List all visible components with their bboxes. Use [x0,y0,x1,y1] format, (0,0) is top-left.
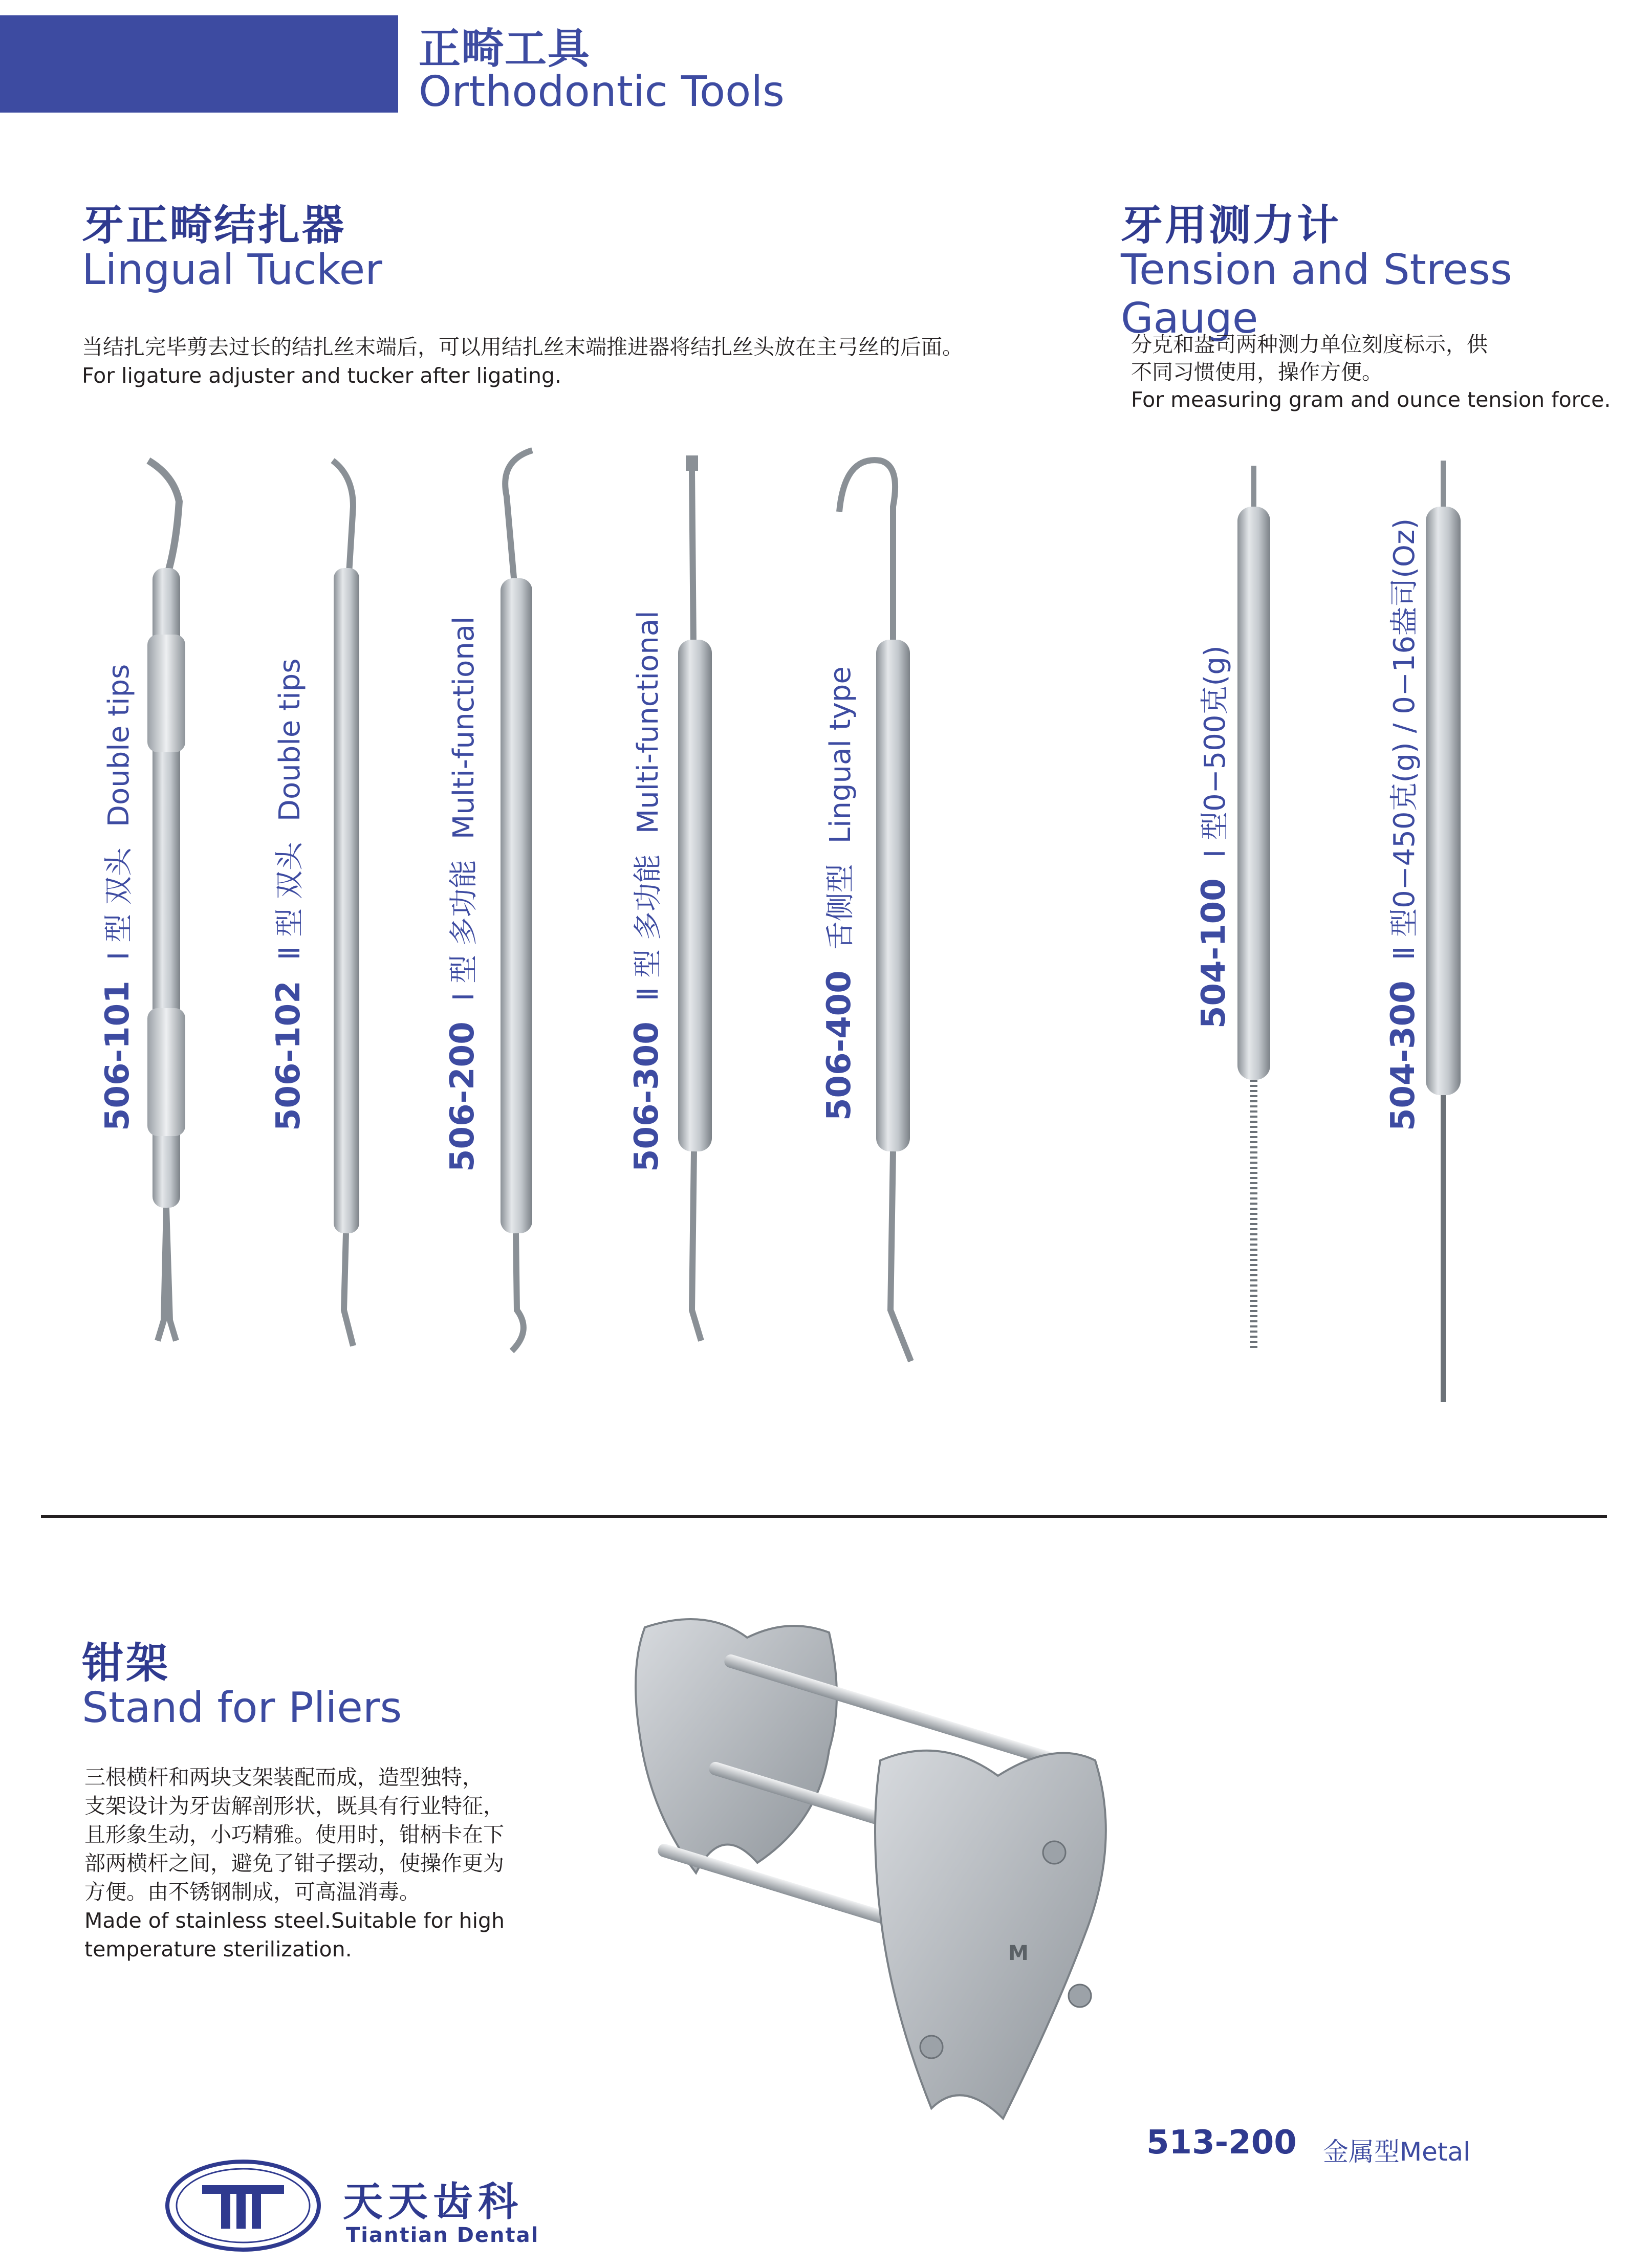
tool-506-101 [147,461,185,1341]
header-accent-bar [0,15,398,113]
stand-desc-en-line: temperature sterilization. [84,1937,352,1962]
tool-506-200 [501,450,532,1351]
lingual-tucker-title-zh: 牙正畸结扎器 [82,201,346,250]
gauge-code: 504-100 [1195,878,1233,1029]
brand-name-zh: 天天齿科 [343,2179,524,2225]
lingual-tucker-desc-zh: 当结扎完毕剪去过长的结扎丝末端后，可以用结扎丝末端推进器将结扎丝头放在主弓丝的后面。 [82,335,963,359]
stand-desc [84,1763,505,1964]
stand-title-zh: 钳架 [82,1639,170,1688]
lingual-tucker-title-en: Lingual Tucker [82,246,382,294]
tool-code: 506-102 [270,981,308,1131]
gauge-range: Ⅱ 型0−450克(g) / 0−16盎司(Oz) [1388,518,1421,961]
gauge-desc-zh-1: 分克和盎司两种测力单位刻度标示，供 [1131,332,1488,357]
tool-type-cn: Ⅱ 型 多功能 [632,854,665,1001]
gauge-title-zh: 牙用测力计 [1121,201,1341,250]
tool-label-506-400 [818,666,859,1121]
stand-desc-zh-line: 部两横杆之间，避免了钳子摆动，使操作更为 [84,1851,504,1876]
tool-type-cn: Ⅰ 型 多功能 [447,860,481,1001]
front-tooth-plate [875,1751,1106,2119]
stand-desc-zh-line: 且形象生动，小巧精雅。使用时，钳柄卡在下 [84,1822,504,1847]
stand-desc-zh-line: 方便。由不锈钢制成，可高温消毒。 [84,1880,420,1904]
gauge-desc-zh-2: 不同习惯使用，操作方便。 [1131,360,1383,384]
section-divider [41,1515,1607,1518]
tool-506-102 [333,461,359,1346]
tool-type-cn: 舌侧型 [824,864,857,950]
gauge-label-504-300 [1382,518,1423,1131]
tool-type-en: Multi-functional [447,616,481,840]
tool-code: 506-300 [628,1021,666,1172]
tool-code: 506-400 [820,970,858,1121]
gauge-range: Ⅰ 型0−500克(g) [1199,645,1232,858]
gauge-504-100 [1237,466,1270,1351]
tool-type-cn: Ⅰ 型 双头 [102,847,136,961]
svg-text:M: M [1008,1942,1029,1965]
page-title-zh: 正畸工具 [419,25,591,73]
tool-label-506-102 [267,659,308,1131]
tool-code: 506-101 [99,981,137,1131]
gauge-code: 504-300 [1384,981,1422,1131]
stand-model-code: 513-200 [1146,2124,1297,2162]
plier-stand-illustration [604,1607,1269,2139]
tiantian-logo-icon [164,2157,322,2254]
tool-type-cn: Ⅱ 型 双头 [273,842,307,961]
tool-type-en: Lingual type [824,666,857,844]
tool-506-300 [678,455,712,1341]
gauge-504-300 [1426,461,1461,1402]
stand-title-en: Stand for Pliers [82,1684,402,1732]
brand-name-en: Tiantian Dental [346,2224,539,2247]
tool-type-en: Double tips [102,664,136,827]
tool-type-en: Double tips [273,658,307,822]
stand-model-type: 金属型Metal [1323,2137,1471,2167]
tool-label-506-200 [441,616,482,1172]
gauge-label-504-100 [1192,645,1233,1029]
gauge-title-en: Tension and Stress Gauge [1121,246,1512,343]
stand-desc-zh-line: 支架设计为牙齿解剖形状，既具有行业特征， [84,1794,504,1818]
lingual-tucker-desc-en: For ligature adjuster and tucker after ligating. [82,363,562,388]
tool-label-506-101 [96,664,137,1131]
tool-label-506-300 [625,611,666,1172]
tool-type-en: Multi-functional [632,611,665,834]
stand-desc-zh-line: 三根横杆和两块支架装配而成，造型独特， [84,1765,483,1790]
page-title-en: Orthodontic Tools [419,68,785,116]
gauge-desc-en: For measuring gram and ounce tension force. [1131,387,1611,412]
tool-code: 506-200 [444,1021,482,1172]
stand-desc-en-line: Made of stainless steel.Suitable for high [84,1908,505,1933]
